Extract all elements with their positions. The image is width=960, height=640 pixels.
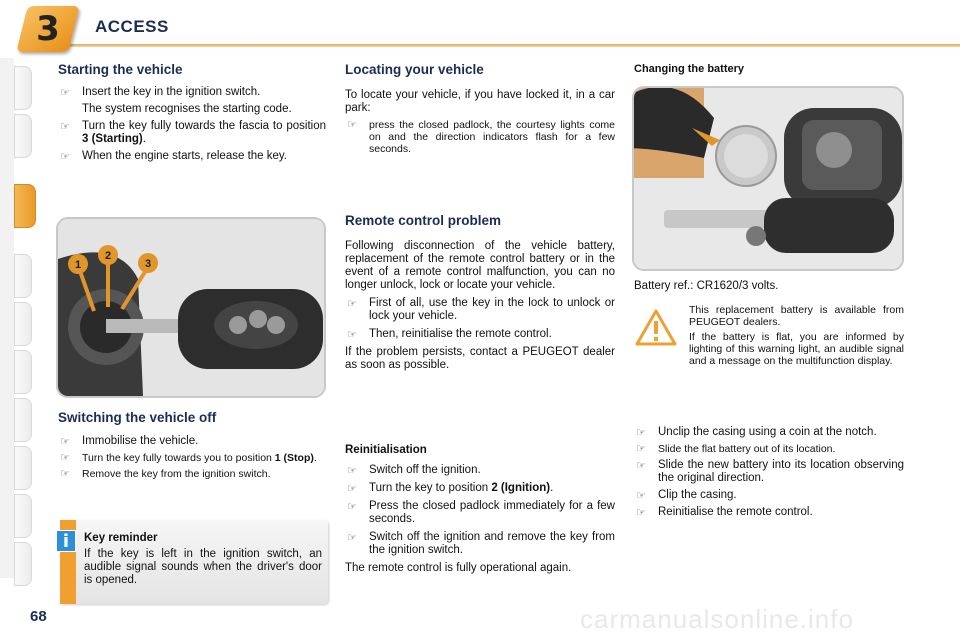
locating-step: ☞ press the closed padlock, the courtesy lights come on and the direction indicators flash for a few seconds. xyxy=(345,119,615,155)
chapter-tab-7[interactable] xyxy=(14,398,32,442)
page-number: 68 xyxy=(30,608,47,625)
remote-problem-intro: Following disconnection of the vehicle battery, replacement of the remote control battery or in the event of a remote control malfunction, you can no longer unlock, lock or locate your vehicle. xyxy=(345,240,615,291)
chapter-tab-1[interactable] xyxy=(14,66,32,110)
chapter-tab-6[interactable] xyxy=(14,350,32,394)
switch-off-step-3: ☞ Remove the key from the ignition switch. xyxy=(58,468,326,480)
switching-off-title: Switching the vehicle off xyxy=(58,410,217,425)
starting-title: Starting the vehicle xyxy=(58,62,183,77)
key-reminder-text: If the key is left in the ignition switch, an audible signal sounds when the driver's door is opened. xyxy=(84,548,322,586)
chapter-tab-8[interactable] xyxy=(14,446,32,490)
chapter-tab-4[interactable] xyxy=(14,254,32,298)
reinit-step-2: ☞ Turn the key to position 2 (Ignition). xyxy=(345,482,615,495)
battery-step-5: ☞ Reinitialise the remote control. xyxy=(634,506,904,519)
info-icon: i xyxy=(56,530,76,552)
battery-warning-1: This replacement battery is available from PEUGEOT dealers. xyxy=(689,304,904,328)
key-reminder-title: Key reminder xyxy=(84,532,158,544)
reinitialisation-title: Reinitialisation xyxy=(345,444,427,456)
remote-battery-svg xyxy=(634,88,902,269)
remote-problem-outro: If the problem persists, contact a PEUGEOT dealer as soon as possible. xyxy=(345,346,615,371)
key-reminder-box xyxy=(60,520,328,604)
reinit-step-4: ☞ Switch off the ignition and remove the key from the ignition switch. xyxy=(345,531,615,557)
starting-step-2: ☞ Turn the key fully towards the fascia to position 3 (Starting). xyxy=(58,120,326,146)
battery-warning-2: If the battery is flat, you are informed by lighting of this warning light, an audible signal and a message on the multifunction display. xyxy=(689,331,904,367)
side-strip xyxy=(0,58,14,578)
position-1-label: 1 xyxy=(74,259,82,271)
starting-note: The system recognises the starting code. xyxy=(82,103,292,115)
remote-problem-step-1: ☞ First of all, use the key in the lock to unlock or lock your vehicle. xyxy=(345,297,615,323)
position-2-label: 2 xyxy=(104,250,112,262)
battery-step-4: ☞ Clip the casing. xyxy=(634,489,904,502)
reinit-step-1: ☞ Switch off the ignition. xyxy=(345,464,615,477)
chapter-tab-5[interactable] xyxy=(14,302,32,346)
reinitialisation-section xyxy=(345,444,615,575)
watermark: carmanualsonline.info xyxy=(580,604,854,634)
battery-ref: Battery ref.: CR1620/3 volts. xyxy=(634,280,779,292)
battery-title: Changing the battery xyxy=(634,63,745,75)
ignition-key-illustration xyxy=(56,217,326,398)
chapter-tab-3-active[interactable] xyxy=(14,184,36,228)
remote-problem-section xyxy=(345,213,615,372)
chapter-tab-2[interactable] xyxy=(14,114,32,158)
warning-triangle-icon xyxy=(634,308,678,348)
reinit-step-3: ☞ Press the closed padlock immediately for a few seconds. xyxy=(345,500,615,526)
starting-section xyxy=(58,62,326,163)
battery-step-1: ☞ Unclip the casing using a coin at the notch. xyxy=(634,426,904,439)
header-divider xyxy=(20,44,960,47)
section-title: ACCESS xyxy=(95,17,169,36)
chapter-number: 3 xyxy=(36,9,60,49)
position-3-label: 3 xyxy=(144,258,152,270)
battery-step-2: ☞ Slide the flat battery out of its location. xyxy=(634,443,904,455)
locating-intro: To locate your vehicle, if you have locked it, in a car park: xyxy=(345,89,615,114)
starting-step-1: ☞ Insert the key in the ignition switch. xyxy=(58,86,326,99)
battery-steps xyxy=(634,426,904,519)
chapter-tab-9[interactable] xyxy=(14,494,32,538)
chapter-tab-10[interactable] xyxy=(14,542,32,586)
ignition-switch-svg xyxy=(58,219,324,396)
remote-problem-title: Remote control problem xyxy=(345,213,502,228)
battery-step-3: ☞ Slide the new battery into its location observing the original direction. xyxy=(634,459,904,485)
switch-off-step-2: ☞ Turn the key fully towards you to position 1 (Stop). xyxy=(58,452,326,464)
remote-battery-illustration xyxy=(632,86,904,271)
reinit-outro: The remote control is fully operational again. xyxy=(345,562,572,574)
battery-warning xyxy=(689,304,904,367)
locating-section xyxy=(345,62,615,155)
remote-problem-step-2: ☞ Then, reinitialise the remote control. xyxy=(345,328,615,341)
starting-step-3: ☞ When the engine starts, release the key. xyxy=(58,150,326,163)
locating-title: Locating your vehicle xyxy=(345,62,484,77)
switch-off-step-1: ☞ Immobilise the vehicle. xyxy=(58,435,326,448)
switching-off-section xyxy=(58,410,326,480)
